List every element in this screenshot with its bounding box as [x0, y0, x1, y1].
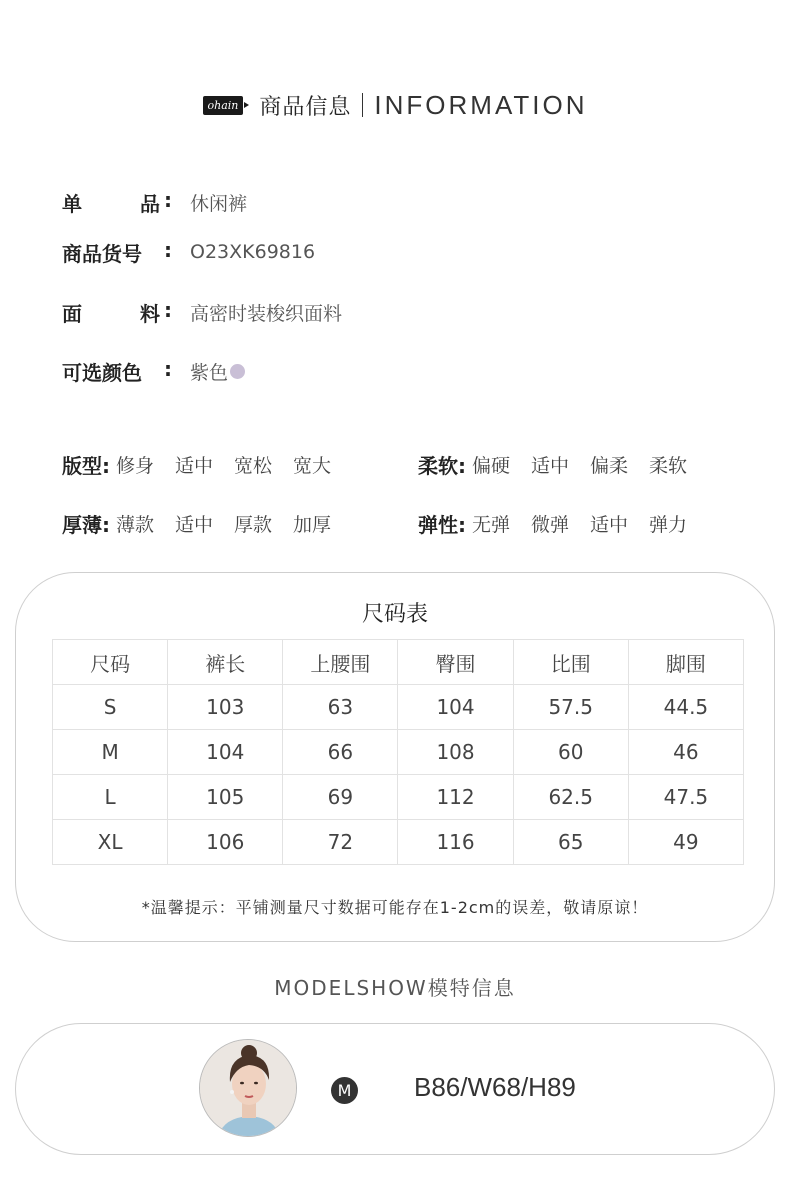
model-section-title: MODELSHOW模特信息	[274, 976, 516, 1000]
attr-softness-option: 偏硬	[472, 454, 511, 477]
table-cell: 116	[398, 820, 513, 865]
title-divider	[362, 93, 363, 117]
table-header-cell: 臀围	[398, 640, 513, 685]
table-header-cell: 比围	[513, 640, 628, 685]
attr-elasticity-label: 弹性:	[418, 512, 466, 537]
size-table	[52, 639, 744, 865]
table-header-cell: 上腰围	[283, 640, 398, 685]
info-label-fabric: 面 料 :	[62, 297, 172, 326]
table-row	[53, 730, 744, 775]
table-header-cell: 裤长	[168, 640, 283, 685]
attr-elasticity	[418, 508, 708, 538]
table-cell: 104	[168, 730, 283, 775]
model-portrait-icon	[200, 1040, 297, 1137]
table-cell: 66	[283, 730, 398, 775]
info-value-sku: O23XK69816	[190, 241, 316, 263]
model-measurements: B86/W68/H89	[414, 1072, 576, 1102]
attr-elasticity-option: 适中	[590, 513, 629, 536]
table-cell: 62.5	[513, 775, 628, 820]
section-title-cn: 商品信息	[259, 94, 352, 120]
attr-softness-option-selected: 适中	[531, 451, 590, 478]
table-cell: 57.5	[513, 685, 628, 730]
table-cell: 47.5	[628, 775, 743, 820]
info-label-sku: 商品货号 :	[62, 237, 172, 266]
table-cell: 103	[168, 685, 283, 730]
table-cell: S	[53, 685, 168, 730]
table-cell: 63	[283, 685, 398, 730]
attr-elasticity-option: 无弹	[472, 513, 511, 536]
table-cell: 105	[168, 775, 283, 820]
info-row-sku	[62, 237, 315, 267]
table-cell: 60	[513, 730, 628, 775]
info-row-product	[62, 187, 247, 217]
brand-logo	[203, 96, 250, 115]
attr-fit-label: 版型:	[62, 453, 110, 478]
table-cell: 69	[283, 775, 398, 820]
info-row-fabric	[62, 297, 342, 327]
brand-logo-text: ohain	[203, 96, 244, 115]
table-header-cell: 脚围	[628, 640, 743, 685]
attr-softness-option: 柔软	[649, 454, 688, 477]
info-row-color	[62, 356, 245, 386]
table-header-row	[53, 640, 744, 685]
attr-softness-label: 柔软:	[418, 453, 466, 478]
table-row	[53, 685, 744, 730]
attr-thickness-label: 厚薄:	[62, 512, 110, 537]
attr-thickness-option-selected: 适中	[175, 510, 234, 537]
attr-thickness-option: 加厚	[293, 513, 332, 536]
table-cell: XL	[53, 820, 168, 865]
info-value-fabric: 高密时装梭织面料	[190, 302, 343, 325]
table-cell: 108	[398, 730, 513, 775]
table-row	[53, 820, 744, 865]
attr-thickness-option: 薄款	[116, 513, 155, 536]
table-header-cell: 尺码	[53, 640, 168, 685]
size-chart-note: *温馨提示：平铺测量尺寸数据可能存在1-2cm的误差，敬请原谅！	[141, 898, 649, 917]
table-cell: 106	[168, 820, 283, 865]
attr-softness	[418, 449, 708, 479]
table-cell: 65	[513, 820, 628, 865]
color-name: 紫色	[190, 361, 229, 384]
brand-logo-arrow-icon	[244, 102, 249, 108]
table-cell: L	[53, 775, 168, 820]
attr-fit-option: 宽大	[293, 454, 332, 477]
table-cell: 49	[628, 820, 743, 865]
attr-fit	[62, 449, 352, 479]
attr-thickness-option: 厚款	[234, 513, 273, 536]
attr-softness-option: 偏柔	[590, 454, 629, 477]
attr-fit-option: 修身	[116, 454, 155, 477]
table-cell: 72	[283, 820, 398, 865]
table-cell: 44.5	[628, 685, 743, 730]
attr-elasticity-option-selected: 微弹	[531, 510, 590, 537]
model-card	[15, 1023, 775, 1155]
attr-fit-option-selected: 宽松	[234, 451, 293, 478]
info-label-product: 单 品 :	[62, 187, 172, 216]
attr-elasticity-option: 弹力	[649, 513, 688, 536]
model-avatar	[199, 1039, 297, 1137]
size-chart-card	[15, 572, 775, 942]
table-cell: 46	[628, 730, 743, 775]
attr-fit-option: 适中	[175, 454, 214, 477]
table-row	[53, 775, 744, 820]
section-header	[0, 88, 790, 122]
info-label-color: 可选颜色 :	[62, 356, 172, 385]
model-size-badge: M	[331, 1077, 358, 1104]
table-cell: M	[53, 730, 168, 775]
table-cell: 104	[398, 685, 513, 730]
info-value-color	[190, 358, 245, 385]
info-value-product: 休闲裤	[190, 192, 248, 215]
table-cell: 112	[398, 775, 513, 820]
color-swatch	[230, 364, 245, 379]
attr-thickness	[62, 508, 352, 538]
size-chart-title: 尺码表	[361, 602, 428, 627]
section-title-en: INFORMATION	[374, 89, 588, 120]
